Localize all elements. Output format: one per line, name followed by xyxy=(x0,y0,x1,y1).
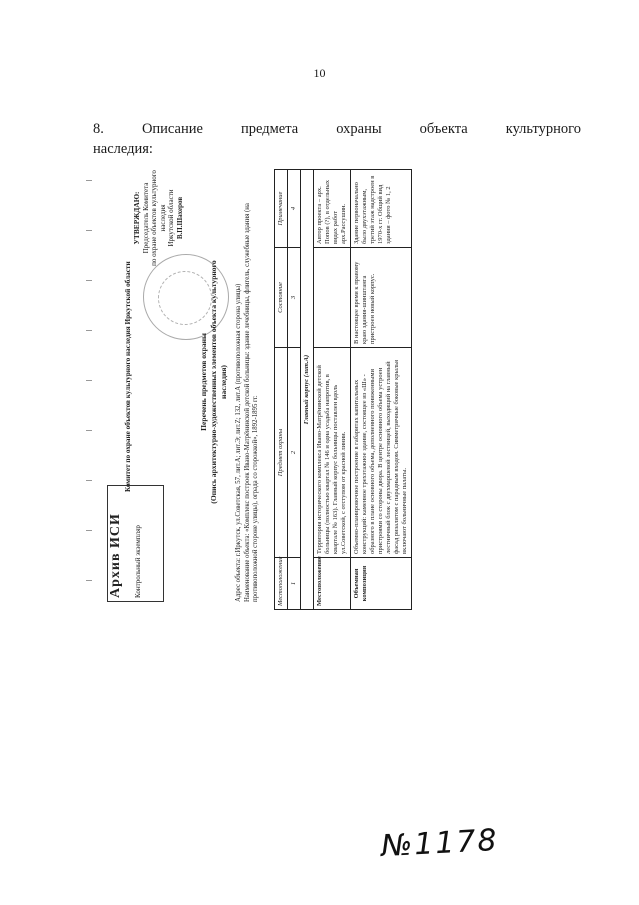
approval-block xyxy=(133,169,185,267)
object-name: Наименование объекта: «Комплекс построек Ивано-Матрёнинской детской больницы: здание лечебницы, флигель, служебные здания (на противоположной стороне улицы), ограда со сторожкой», 1892-1895 гг. xyxy=(243,203,260,602)
heading-number: 8. xyxy=(93,121,104,137)
approval-head: УТВЕРЖДАЮ: xyxy=(132,191,141,245)
committee-header: Комитет по охране объектов культурного наследия Иркутской области xyxy=(124,261,132,492)
column-number: 2 xyxy=(288,348,301,558)
cell-note: Автор проекта – арх. Попов (?), в отдельных видах работ арх.Рассушин. xyxy=(314,170,351,248)
section-title: Главный корпус (лит.А) xyxy=(301,170,314,610)
handwritten-number: №1178 xyxy=(380,822,500,865)
table-header: Примечание xyxy=(275,170,288,248)
table-header-row xyxy=(275,170,288,610)
approval-line: по охране объектов культурного наследия xyxy=(150,170,167,266)
heading-line-2: наследия: xyxy=(93,141,153,157)
column-number: 3 xyxy=(288,248,301,348)
document-title: Перечень предметов охраны xyxy=(199,333,208,431)
heading-word: охраны xyxy=(336,121,382,137)
cell-subject: Объемно-планировочное построение в габаритах капитальных конструкций: каменное трехэтажное здание, состоящее из «Ш» - образного в плане основного объема, дополненного пониженными пристроями со стороны двора. В центре основного объема устроен лестничный блок с двухмаршевой лестницей, выходящий на главный фасад ризалитом с парадным входом. Симметричные боковые крылья включают больничные палаты. xyxy=(351,348,412,558)
approval-line: Иркутской области xyxy=(167,189,176,247)
cell-state xyxy=(314,248,351,348)
cell-note: Здание первоначально было двухэтажным, третий этаж надстроен в 1970-х гг. Общий вид здания – фото № 1, 2 xyxy=(351,170,412,248)
table-number-row xyxy=(288,170,301,610)
document-subtitle: (Опись архитектурно-художественных элементов объекта культурного наследия) xyxy=(209,260,228,504)
archive-stamp xyxy=(107,485,164,602)
table-header: Местоположение xyxy=(275,558,288,610)
object-address: Адрес объекта: г.Иркутск, ул.Советская, 57, лит.А; лит.Э; лит.Z; 132, лит.А (противоположная сторона улицы) xyxy=(235,283,242,602)
rotated-sheet xyxy=(99,162,539,612)
table-header: Состояние xyxy=(275,248,288,348)
stamp-title: Архив ИСИ xyxy=(108,513,123,598)
approval-line: Председатель Комитета xyxy=(141,182,150,254)
table-row xyxy=(351,170,412,610)
section-heading xyxy=(93,119,581,159)
heading-word: объекта xyxy=(419,121,468,137)
scan-margin-marks xyxy=(86,170,94,610)
heading-word: предмета xyxy=(241,121,299,137)
heading-word: культурного xyxy=(505,121,581,137)
document-titles xyxy=(199,247,229,517)
object-info xyxy=(235,182,261,602)
approval-signature: В.П.Шахеров xyxy=(175,196,184,240)
scanned-document-image xyxy=(99,162,539,612)
column-number: 4 xyxy=(288,170,301,248)
column-number: 1 xyxy=(288,558,301,610)
heading-word: Описание xyxy=(141,121,203,137)
table-row xyxy=(314,170,351,610)
cell-location: Местоположение xyxy=(314,558,351,610)
page-number: 10 xyxy=(313,66,326,80)
heading-line-1 xyxy=(93,119,581,139)
table-header: Предмет охраны xyxy=(275,348,288,558)
table-section-row xyxy=(301,170,314,610)
stamp-subtitle: Контрольный экземпляр xyxy=(134,525,142,598)
cell-subject: Территория исторического комплекса Ивано-Матрёнинской детской больницы (полностью квартал № 146 и одна усадьба напротив, в квартале № 163). Главный корпус больницы поставлен вдоль ул.Советской, с отступом от красной линии. xyxy=(314,348,351,558)
protection-items-table xyxy=(274,169,412,610)
cell-state: В настоящее время к правому краю здания-шинштанга пристроен новый корпус. xyxy=(351,248,412,348)
cell-location: Объемная композиция xyxy=(351,558,412,610)
